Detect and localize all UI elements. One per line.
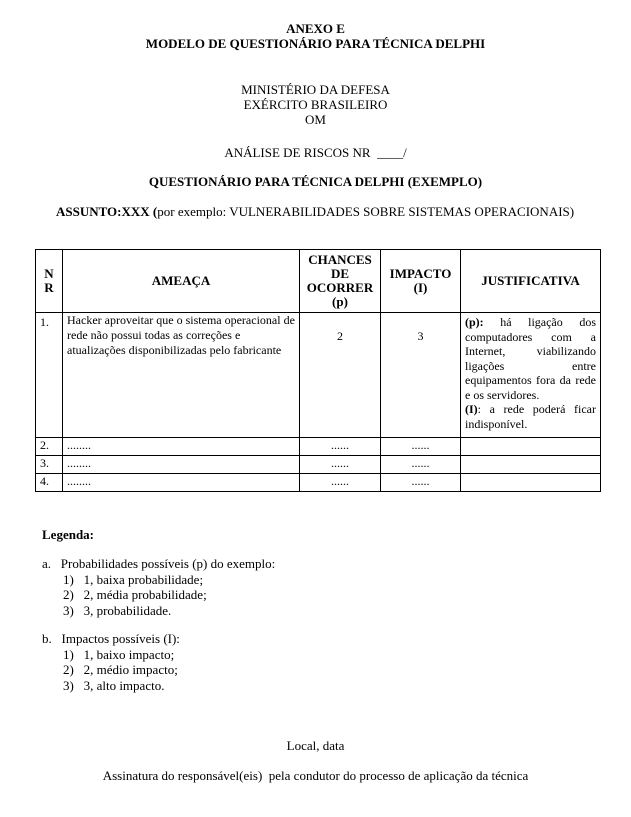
row-threat: ........ — [63, 438, 300, 456]
row-threat: ........ — [63, 474, 300, 492]
legend-impacts — [42, 631, 180, 693]
table-header-row — [36, 250, 601, 313]
row-nr: 3. — [36, 456, 63, 474]
header-nr: N R — [36, 250, 63, 313]
justification-i-label: (I) — [465, 402, 478, 416]
subject-line — [56, 204, 574, 220]
row-probability: ...... — [300, 456, 381, 474]
signature-line: Assinatura do responsável(eis) pela condutor do processo de aplicação da técnica — [102, 768, 529, 783]
table-row — [36, 438, 601, 456]
header-threat: AMEAÇA — [63, 250, 300, 313]
row-nr: 2. — [36, 438, 63, 456]
table-row — [36, 456, 601, 474]
legend-a-item: 3) 3, probabilidade. — [63, 602, 172, 618]
annex-title: ANEXO E — [286, 21, 345, 36]
header-impact: IMPACTO (I) — [381, 250, 461, 313]
om-label: OM — [305, 112, 326, 127]
table-row — [36, 313, 601, 438]
row-impact: ...... — [381, 474, 461, 492]
place-date: Local, data — [286, 738, 345, 753]
legend-a-item: 1) 1, baixa probabilidade; — [63, 571, 204, 587]
row-probability: ...... — [300, 438, 381, 456]
row-justification — [461, 438, 601, 456]
row-justification — [461, 313, 601, 438]
row-justification — [461, 474, 601, 492]
row-impact: ...... — [381, 438, 461, 456]
row-justification — [461, 456, 601, 474]
questionnaire-title: QUESTIONÁRIO PARA TÉCNICA DELPHI (EXEMPLO) — [148, 174, 483, 189]
legend-b-item: 3) 3, alto impacto. — [63, 677, 165, 693]
legend-b-title: b. Impactos possíveis (I): — [42, 631, 180, 646]
justification-p-text: há ligação dos computadores com a Internet, viabilizando ligações entre equipamentos fora da rede e os servidores. — [465, 315, 596, 402]
header-justification: JUSTIFICATIVA — [461, 250, 601, 313]
legend-a-item: 2) 2, média probabilidade; — [63, 587, 207, 602]
legend-b-item: 1) 1, baixo impacto; — [63, 646, 175, 662]
justification-i-text: : a rede poderá ficar indisponível. — [465, 402, 596, 431]
legend-title: Legenda: — [42, 527, 94, 542]
legend-a-title: a. Probabilidades possíveis (p) do exemplo: — [42, 556, 276, 571]
table-row — [36, 474, 601, 492]
row-threat: ........ — [63, 456, 300, 474]
row-impact: ...... — [381, 456, 461, 474]
legend-probabilities — [42, 556, 275, 618]
risk-analysis-number: ANÁLISE DE RISCOS NR ____/ — [224, 145, 407, 160]
header-chances: CHANCES DE OCORRER (p) — [300, 250, 381, 313]
row-threat: Hacker aproveitar que o sistema operacional de rede não possui todas as correções e atualizações disponibilizadas pelo fabricante — [63, 313, 300, 438]
row-probability: 2 — [300, 313, 381, 438]
delphi-questionnaire-table — [35, 249, 601, 492]
justification-p-label: (p): — [465, 315, 484, 329]
subject-label: ASSUNTO:XXX ( — [56, 204, 158, 219]
row-nr: 1. — [36, 313, 63, 438]
row-impact: 3 — [381, 313, 461, 438]
model-title: MODELO DE QUESTIONÁRIO PARA TÉCNICA DELPHI — [145, 36, 486, 51]
army-name: EXÉRCITO BRASILEIRO — [243, 97, 388, 112]
row-probability: ...... — [300, 474, 381, 492]
legend-b-item: 2) 2, médio impacto; — [63, 662, 178, 677]
subject-text: por exemplo: VULNERABILIDADES SOBRE SISTEMAS OPERACIONAIS) — [157, 204, 575, 219]
ministry-name: MINISTÉRIO DA DEFESA — [241, 82, 390, 97]
row-nr: 4. — [36, 474, 63, 492]
